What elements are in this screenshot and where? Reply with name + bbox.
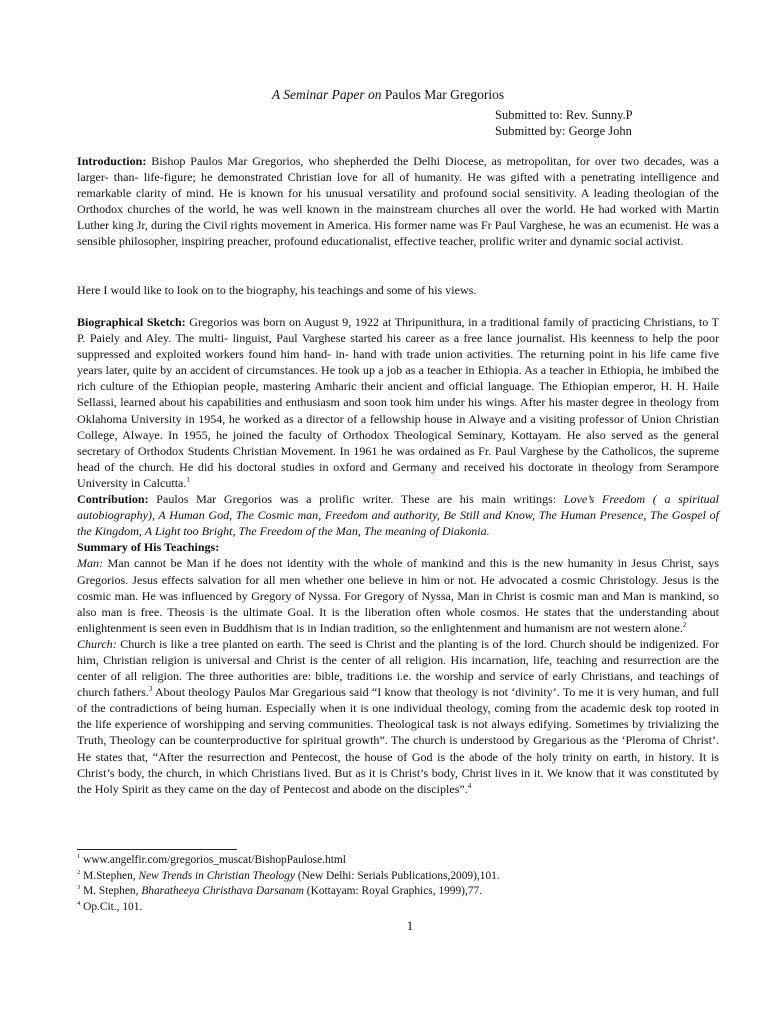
contribution-text: Paulos Mar Gregorios was a prolific writer. These are his main writings: xyxy=(148,492,564,507)
submitted-to: Submitted to: Rev. Sunny.P xyxy=(495,108,633,122)
footnote-number: 3 xyxy=(77,884,81,892)
footnote-book-title: Bharatheeya Christhava Darsanam xyxy=(141,885,304,898)
intro-note: Here I would like to look on to the biography, his teachings and some of his views. xyxy=(77,283,477,297)
contribution-works: Love’s Freedom ( a spiritual autobiography), A Human God, The Cosmic man, Freedom and authority, Be Still and Know, The Human Presence, The Gospel of the Kingdom, A Light too Bright, The Freedom of the Man, The meaning of Diakonia. xyxy=(77,492,719,539)
main-body xyxy=(77,314,719,797)
footnote-3 xyxy=(77,884,719,900)
footnote-number: 2 xyxy=(77,868,81,876)
footnote-number: 1 xyxy=(77,853,81,861)
summary-heading: Summary of His Teachings: xyxy=(77,540,220,555)
paper-title xyxy=(0,86,768,104)
footnote-2 xyxy=(77,869,719,885)
church-paragraph xyxy=(77,636,719,797)
introduction-text: Bishop Paulos Mar Gregorios, who shepherded the Delhi Diocese, as metropolitan, for over two decades, was a larger- than- life-figure; he demonstrated Christian love for all of humanity. He was gifted with a penetrating intelligence and remarkable clarity of mind. He is known for his unusual versatility and profound social sensitivity. A leading theologian of the Orthodox churches of the world, he was well known in the mainstream churches all over the world. He had worked with Martin Luther king Jr, during the Civil rights movement in America. His former name was Fr Paul Varghese, he was an ecumenist. He was a sensible philosopher, inspiring preacher, profound educationalist, effective teacher, prolific writer and dynamic social activist. xyxy=(77,154,719,249)
contribution-paragraph xyxy=(77,491,719,539)
introduction-heading: Introduction: xyxy=(77,154,147,168)
man-text: Man cannot be Man if he does not identity with the whole of mankind and this is the new humanity in Jesus Christ, says Gregorios. Jesus effects salvation for all men whether one believe in him or not. He advocated a cosmic Christology. Jesus is the cosmic man. He was influenced by Gregory of Nyssa. For Gregory of Nyssa, Man in Christ is cosmic man and Man is mankind, so also man is free. Theosis is the ultimate Goal. It is the liberation often whole cosmos. He states that the understanding about enlightenment is seen even in Buddhism that is in Indian tradition, so the enlightenment and humanism are not western alone. xyxy=(77,556,719,635)
footnote-publication: (New Delhi: Serials Publications,2009),101. xyxy=(295,869,500,882)
page-number: 1 xyxy=(406,918,414,933)
intro-note-paragraph xyxy=(77,282,719,298)
biographical-sketch-paragraph xyxy=(77,314,719,491)
submitted-by: Submitted by: George John xyxy=(495,124,632,138)
footnote-number: 4 xyxy=(77,899,81,907)
footnote-ref-4[interactable]: 4 xyxy=(467,781,472,790)
title-subject: Paulos Mar Gregorios xyxy=(384,87,505,102)
church-label: Church: xyxy=(77,636,117,651)
introduction-paragraph xyxy=(77,153,719,250)
footnote-book-title: New Trends in Christian Theology xyxy=(138,869,296,882)
biographical-sketch-text: Gregorios was born on August 9, 1922 at Thripunithura, in a traditional family of practicing Christians, to T P. Paiely and Aley. The multi- linguist, Paul Varghese started his career as a free lance journalist. His keenness to help the poor suppressed and exploited workers found him hand- in- hand with trade union activities. The returning point in his life came five years later, quite by an accident of circumstances. He took up a job as a teacher in Ethiopia. As a teacher in Ethiopia, he imbibed the rich culture of the Ethiopian people, mastering Amharic their ancient and official language. The Ethiopian emperor, H. H. Haile Sellassi, learned about his capabilities and enthusiasm and soon took him under his wings. After his master degree in theology from Oklahoma University in 1954, he worked as a director of a fellowship house in Alwaye and a visiting professor of Union Christian College, Alwaye. In 1955, he joined the faculty of Orthodox Theological Seminary, Kottayam. He also served as the general secretary of Orthodox Students Christian Movement. In 1961 he was ordained as Fr. Paul Varghese by the Catholicos, the supreme head of the church. He did his doctoral studies in oxford and Germany and received his doctorate in theology from Serampore University in Calcutta. xyxy=(77,315,720,490)
biographical-sketch-heading: Biographical Sketch: xyxy=(77,315,186,329)
footnote-1 xyxy=(77,853,719,869)
man-label: Man: xyxy=(77,556,104,571)
footnote-author: M. Stephen, xyxy=(80,885,142,898)
title-prefix: A Seminar Paper on xyxy=(271,87,382,102)
footnote-ref-3[interactable]: 3 xyxy=(148,685,153,694)
footnote-4 xyxy=(77,900,719,916)
man-paragraph xyxy=(77,555,719,635)
footnote-publication: (Kottayam: Royal Graphics, 1999),77. xyxy=(303,885,483,898)
footnote-ref-1[interactable]: 1 xyxy=(186,475,190,484)
church-text-a: Church is like a tree planted on earth. The seed is Christ and the planting is of the lord. Church should be indigenized. For him, Christian religion is universal and Christ is the center of all religion. His incarnation, life, teaching and resurrection are the center of all religion. The three authorities are: bible, traditions i.e. the worship and service of early Christians, and teachings of church fathers. xyxy=(77,636,719,700)
footnote-ref-2[interactable]: 2 xyxy=(682,620,687,629)
footnote-author: M.Stephen, xyxy=(80,869,139,882)
footnote-separator xyxy=(77,849,237,850)
footnotes xyxy=(77,853,719,915)
footnote-url[interactable]: www.angelfir.com/gregorios_muscat/BishopPaulose.html xyxy=(80,854,346,866)
church-text-b: About theology Paulos Mar Gregarious said “I know that theology is not ‘divinity’. To me it is very human, and full of the contradictions of being human. Especially when it is one individual theology, coming from the academic desk top rooted in the life experience of worshipping and serving communities. Theological task is not always edifying. Sometimes by trivializing the Truth, Theology can be counterproductive for spiritual growth”. The church is understood by Gregarious as the ‘Pleroma of Christ’. He states that, “After the resurrection and Pentecost, the house of God is the abode of the holy trinity on earth, in history. It is Christ’s body, the church, in which Christians lived. But as it is Christ’s body, Christ lives in it. We know that it was constituted by the Holy Spirit as they came on the day of Pentecost and abode on the disciples”. xyxy=(77,685,719,796)
contribution-heading: Contribution: xyxy=(77,492,149,507)
footnote-text: Op.Cit., 101. xyxy=(80,900,143,913)
